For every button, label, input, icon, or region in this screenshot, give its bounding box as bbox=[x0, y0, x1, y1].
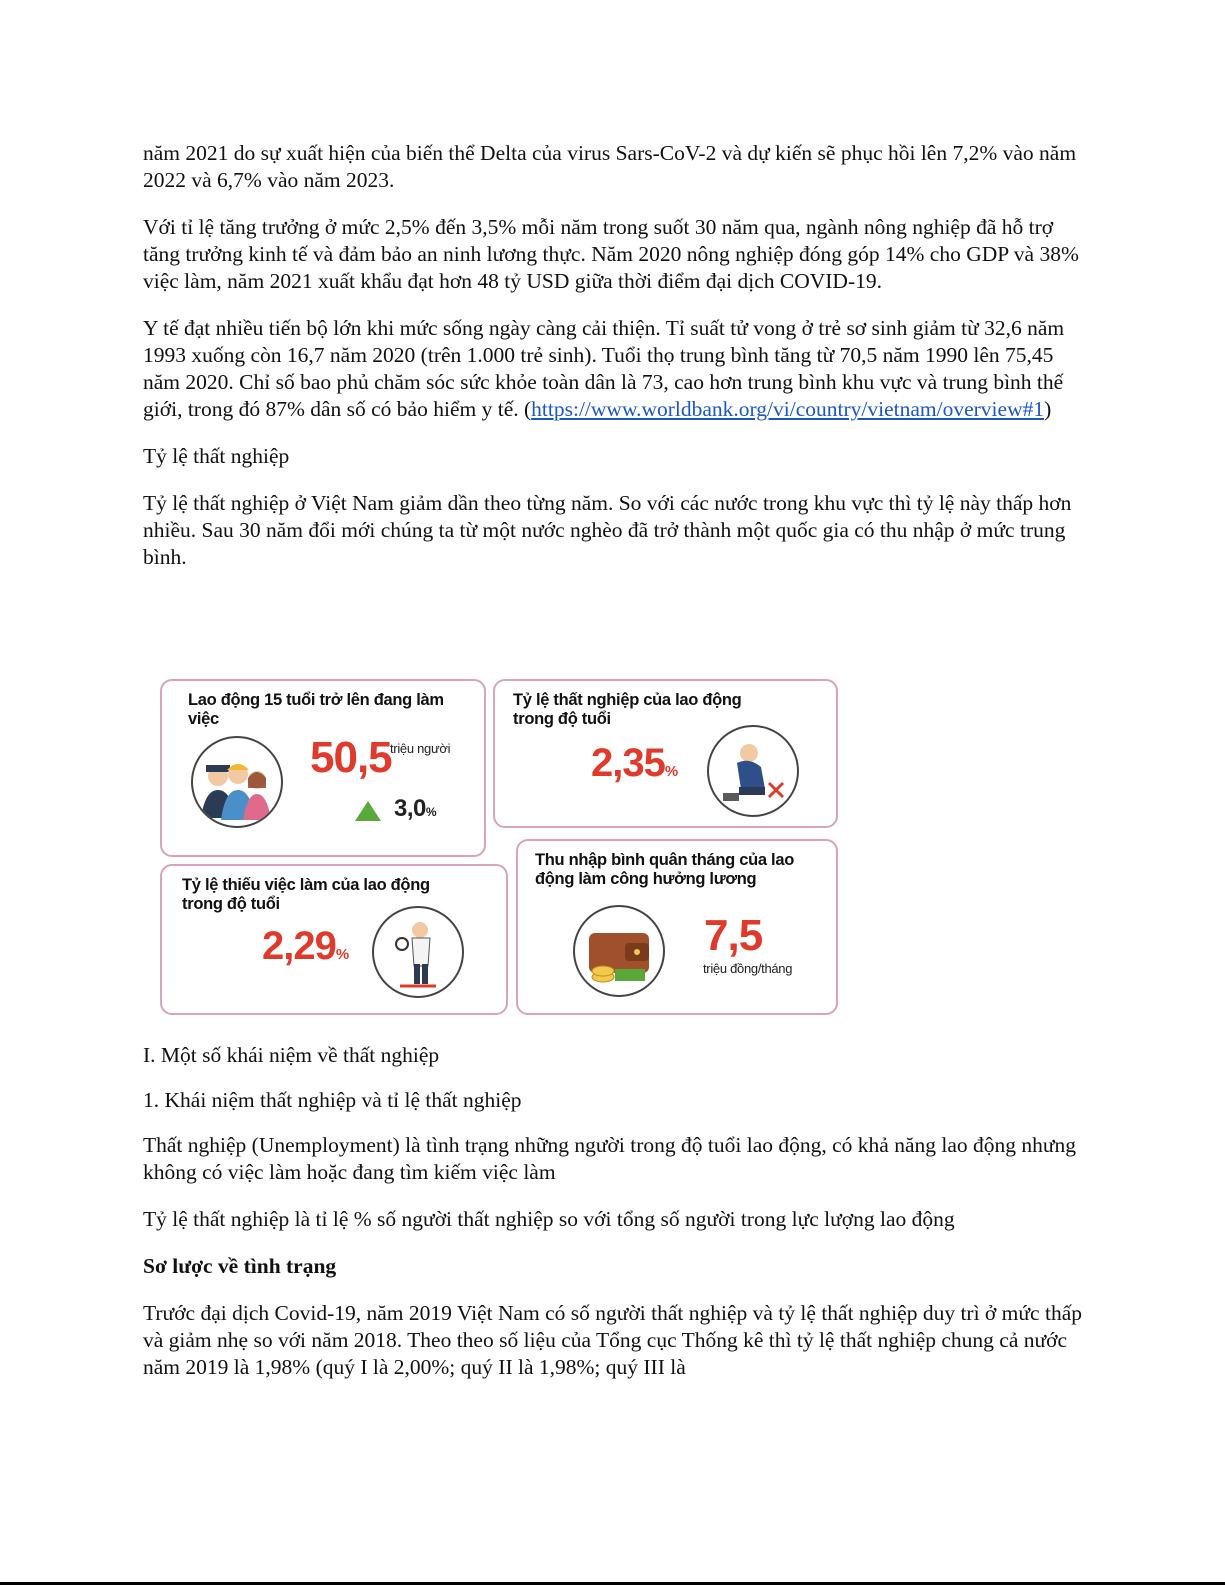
paragraph-health-end: ) bbox=[1044, 397, 1052, 421]
card-average-income-title: Thu nhập bình quân tháng của lao động làm công hưởng lương bbox=[535, 851, 794, 888]
document-body bbox=[143, 140, 1083, 591]
card-average-income bbox=[516, 839, 838, 1015]
paragraph-unemployment-rate-definition: Tỷ lệ thất nghiệp là tỉ lệ % số người thất nghiệp so với tổng số người trong lực lượng lao động bbox=[143, 1207, 955, 1231]
paragraph-unemployment-intro: Tỷ lệ thất nghiệp ở Việt Nam giảm dần theo từng năm. So với các nước trong khu vực thì tỷ lệ này thấp hơn nhiều. Sau 30 năm đổi mới chúng ta từ một nước nghèo đã trở thành một quốc gia có thu nhập ở mức trung bình. bbox=[143, 491, 1072, 569]
paragraph-health-text: Y tế đạt nhiều tiến bộ lớn khi mức sống ngày càng cải thiện. Tỉ suất tử vong ở trẻ sơ sinh giảm từ 32,6 năm 1993 xuống còn 16,7 năm 2020 (trên 1.000 trẻ sinh). Tuổi thọ trung bình tăng từ 70,5 năm 1990 lên 75,45 năm 2020. Chỉ số bao phủ chăm sóc sức khỏe toàn dân là 73, cao hơn trung bình khu vực và trung bình thế giới, trong đó 87% dân số có bảo hiểm y tế. ( bbox=[143, 316, 1065, 421]
heading-unemployment-rate: Tỷ lệ thất nghiệp bbox=[143, 444, 290, 468]
card-employed-labor bbox=[160, 679, 486, 857]
jobless-person-icon bbox=[707, 725, 799, 817]
average-income-unit: triệu đồng/tháng bbox=[703, 961, 793, 976]
card-employed-labor-title: Lao động 15 tuổi trở lên đang làm việc bbox=[188, 691, 444, 728]
card-underemployment-rate-title: Tỷ lệ thiếu việc làm của lao động trong độ tuổi bbox=[182, 876, 430, 913]
heading-situation-overview: Sơ lược về tình trạng bbox=[143, 1254, 337, 1278]
section-heading-concepts: I. Một số khái niệm về thất nghiệp bbox=[143, 1043, 440, 1067]
underemployment-rate-unit: % bbox=[335, 946, 349, 963]
unemployment-rate-number: 2,35 bbox=[591, 741, 665, 785]
card-underemployment-rate bbox=[160, 864, 508, 1015]
job-searching-person-icon bbox=[372, 906, 464, 998]
growth-unit: % bbox=[425, 805, 437, 819]
underemployment-rate-number: 2,29 bbox=[262, 924, 336, 968]
paragraph-agriculture: Với tỉ lệ tăng trưởng ở mức 2,5% đến 3,5% mỗi năm trong suốt 30 năm qua, ngành nông nghiệp đã hỗ trợ tăng trưởng kinh tế và đảm bảo an ninh lương thực. Năm 2020 nông nghiệp đóng góp 14% cho GDP và 38% việc làm, năm 2021 xuất khẩu đạt hơn 48 tỷ USD giữa thời điểm đại dịch COVID-19. bbox=[143, 215, 1079, 293]
growth-value: 3,0 bbox=[394, 795, 426, 822]
paragraph-pre-covid-situation: Trước đại dịch Covid-19, năm 2019 Việt Nam có số người thất nghiệp và tỷ lệ thất nghiệp duy trì ở mức thấp và giảm nhẹ so với năm 2018. Theo theo số liệu của Tổng cục Thống kê thì tỷ lệ thất nghiệp chung cả nước năm 2019 là 1,98% (quý I là 2,00%; quý II là 1,98%; quý III là bbox=[143, 1301, 1082, 1379]
employed-labor-growth bbox=[394, 795, 436, 823]
unemployment-rate-unit: % bbox=[664, 763, 678, 780]
employed-labor-unit: triệu người bbox=[390, 741, 451, 756]
paragraph-health bbox=[143, 315, 1083, 423]
underemployment-rate-value bbox=[262, 924, 349, 969]
unemployment-rate-value bbox=[591, 741, 678, 786]
paragraph-unemployment-definition: Thất nghiệp (Unemployment) là tình trạng những người trong độ tuổi lao động, có khả năng lao động nhưng không có việc làm hoặc đang tìm kiếm việc làm bbox=[143, 1133, 1077, 1184]
wallet-coins-icon bbox=[573, 905, 665, 997]
average-income-value: 7,5 bbox=[704, 911, 763, 960]
worldbank-link[interactable]: https://www.worldbank.org/vi/country/vietnam/overview#1 bbox=[531, 397, 1045, 421]
card-unemployment-rate bbox=[493, 679, 838, 828]
growth-up-arrow-icon bbox=[354, 800, 382, 822]
workers-icon bbox=[191, 736, 283, 828]
document-body-continued bbox=[143, 1042, 1083, 1401]
card-unemployment-rate-title: Tỷ lệ thất nghiệp của lao động trong độ tuổi bbox=[513, 691, 742, 728]
paragraph-gdp-forecast: năm 2021 do sự xuất hiện của biến thể Delta của virus Sars-CoV-2 và dự kiến sẽ phục hồi lên 7,2% vào năm 2022 và 6,7% vào năm 2023. bbox=[143, 141, 1077, 192]
subsection-heading-definition: 1. Khái niệm thất nghiệp và tỉ lệ thất nghiệp bbox=[143, 1088, 522, 1112]
labor-infographic bbox=[158, 676, 838, 1014]
employed-labor-value: 50,5 bbox=[310, 733, 392, 782]
